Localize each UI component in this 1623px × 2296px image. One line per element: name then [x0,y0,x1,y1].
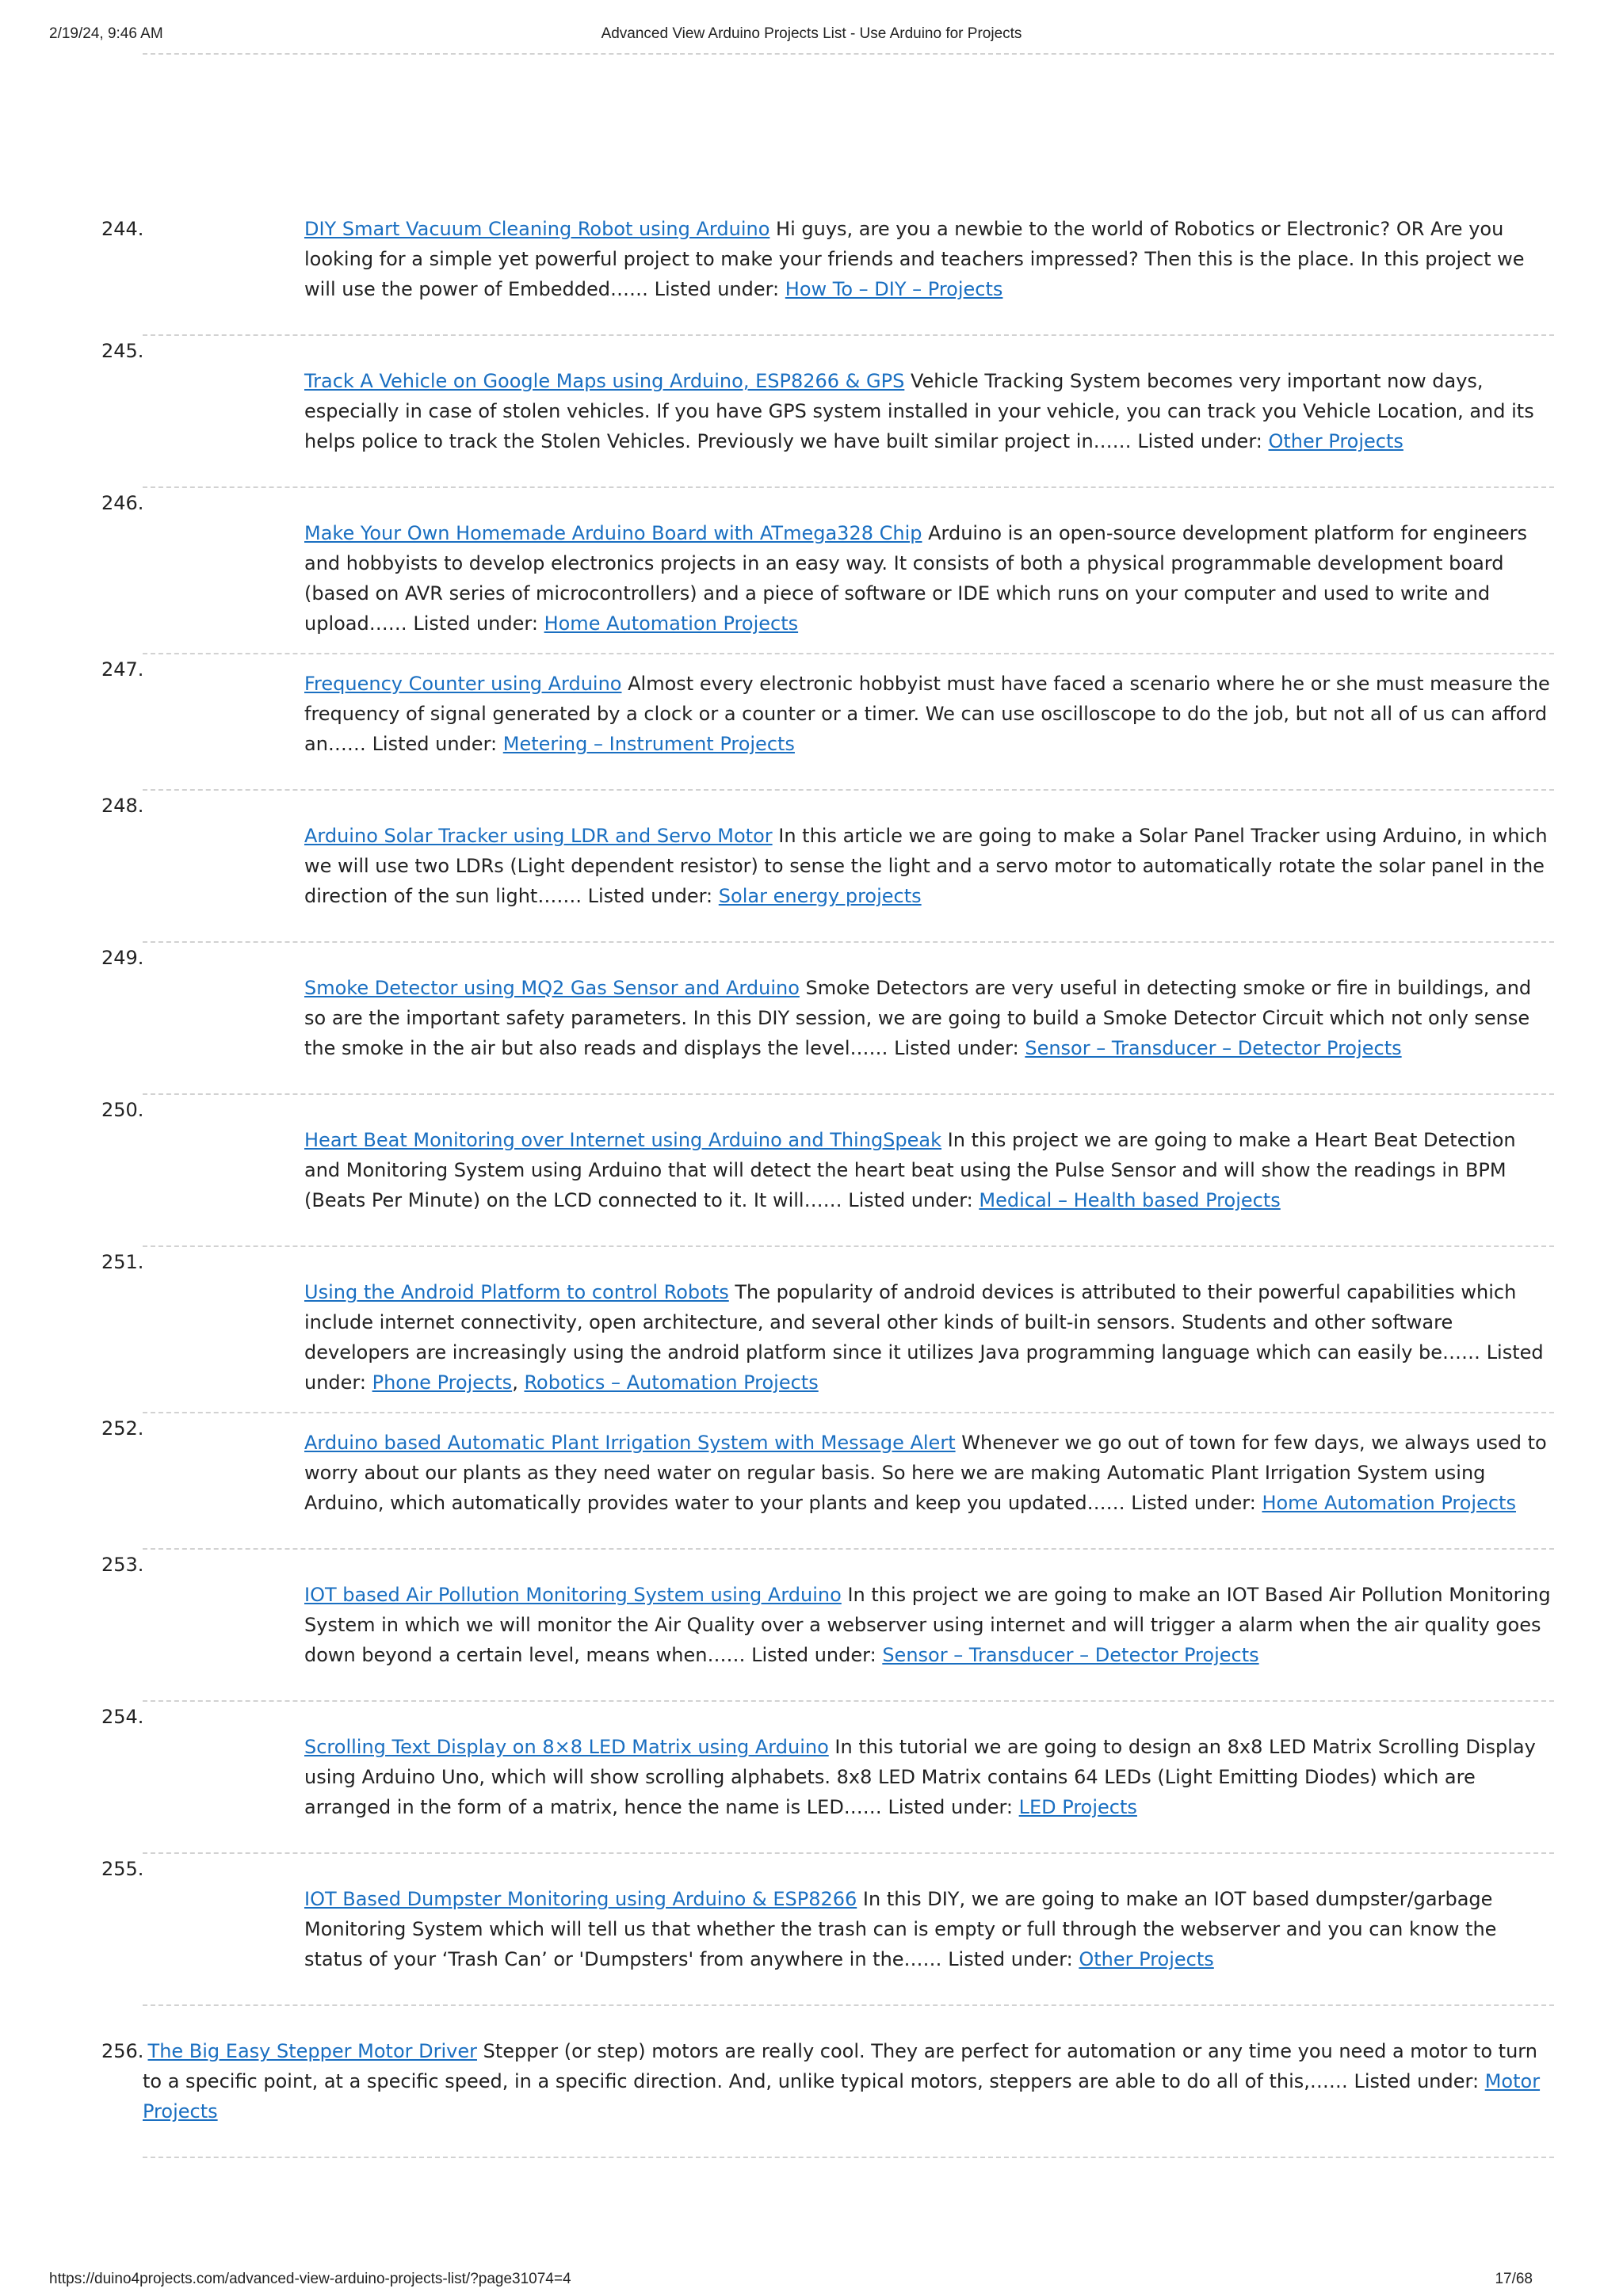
project-description: In this tutorial we are going to design an 8x8 LED Matrix Scrolling Display using Arduino Uno, which will show scrolling alphabets. 8x8 LED Matrix contains 64 LEDs (Light Emitting Diodes) which are arranged in the form of a matrix, hence the name is LED…… [304,1736,1536,1818]
item-body [304,1580,1554,1670]
project-description: Hi guys, are you a newbie to the world of Robotics or Electronic? OR Are you looking for a simple yet powerful project to make your friends and teachers impressed? Then this is the place. In this project we will use the power of Embedded…… [304,218,1525,300]
item-body [304,1428,1554,1518]
category-link[interactable]: Sensor – Transducer – Detector Projects [882,1644,1259,1666]
item-body [304,1125,1554,1215]
project-description: In this project we are going to make a Heart Beat Detection and Monitoring System using Arduino that will detect the heart beat using the Pulse Sensor and will show the readings in BPM (Beats Per Minute) on the LCD connected to it. It will…… [304,1129,1516,1211]
listed-under-label: Listed under: [372,733,498,755]
category-link[interactable]: Solar energy projects [718,885,922,907]
print-datetime: 2/19/24, 9:46 AM [49,25,163,42]
listed-under-label: Listed under: [751,1644,876,1666]
listed-under-label: Listed under: [654,278,780,300]
project-title-link[interactable]: Using the Android Platform to control Robots [304,1281,729,1303]
project-title-link[interactable]: The Big Easy Stepper Motor Driver [147,2040,477,2062]
item-body [304,669,1554,759]
item-number: 244. [101,218,144,240]
list-item [101,791,1554,943]
print-url: https://duino4projects.com/advanced-view-arduino-projects-list/?page31074=4 [49,2271,571,2287]
listed-under-label: Listed under: [948,1948,1073,1970]
item-number: 253. [101,1554,144,1576]
category-link[interactable]: Other Projects [1079,1948,1214,1970]
project-title-link[interactable]: DIY Smart Vacuum Cleaning Robot using Arduino [304,218,770,240]
listed-under-label: Listed under: [587,885,713,907]
item-number: 247. [101,658,144,681]
project-title-link[interactable]: IOT based Air Pollution Monitoring System using Arduino [304,1584,842,1606]
project-title-link[interactable]: Smoke Detector using MQ2 Gas Sensor and Arduino [304,977,800,999]
item-body [143,2040,1540,2122]
item-body [304,366,1554,456]
item-number: 249. [101,947,144,969]
category-link[interactable]: LED Projects [1018,1796,1137,1818]
listed-under-label: Listed under: [888,1796,1013,1818]
project-description: Smoke Detectors are very useful in detecting smoke or fire in buildings, and so are the important safety parameters. In this DIY session, we are going to build a Smoke Detector Circuit which not only sense the smoke in the air but also reads and displays the level…… [304,977,1532,1059]
item-body [304,1732,1554,1822]
top-divider [143,53,1554,55]
category-link[interactable]: Robotics – Automation Projects [524,1371,819,1394]
project-title-link[interactable]: Frequency Counter using Arduino [304,673,622,695]
item-body: Using the Android Platform to control Robots The popularity of android devices is attributed to their powerful capabilities which include internet connectivity, open architecture, and several other kinds of built-in sensors. Students and other software developers are increasingly using the android platform since it utilizes Java programming language which can easily be…… Listed under: Phone Projects, Robotics – Automation Projects [304,1281,1544,1394]
category-link[interactable]: Other Projects [1268,430,1403,452]
category-link[interactable]: How To – DIY – Projects [785,278,1003,300]
category-link[interactable]: Medical – Health based Projects [979,1189,1281,1211]
item-number: 248. [101,795,144,817]
item-number: 256. [101,2040,144,2062]
item-number: 254. [101,1706,144,1728]
listed-under-label: Listed under: [304,1341,1544,1394]
category-link[interactable]: Home Automation Projects [1262,1492,1516,1514]
list-item [101,1550,1554,1702]
project-title-link[interactable]: Make Your Own Homemade Arduino Board with ATmega328 Chip [304,522,922,544]
list-item [101,1413,1554,1550]
list-item [101,1702,1554,1854]
project-title-link[interactable]: Arduino Solar Tracker using LDR and Servo Motor [304,825,773,847]
listed-under-label: Listed under: [1137,430,1262,452]
list-item [101,943,1554,1095]
project-description: In this project we are going to make an IOT Based Air Pollution Monitoring System in which we will monitor the Air Quality over a webserver using internet and will trigger a alarm when the air quality goes down beyond a certain level, means when…… [304,1584,1551,1666]
item-number: 252. [101,1417,144,1440]
category-link[interactable]: Sensor – Transducer – Detector Projects [1025,1037,1402,1059]
project-description: Whenever we go out of town for few days, we always used to worry about our plants as they need water on regular basis. So here we are making Automatic Plant Irrigation System using Arduino, which automatically provides water to your plants and keep you updated…… [304,1432,1547,1514]
project-description: Arduino is an open-source development platform for engineers and hobbyists to develop electronics projects in an easy way. It consists of both a physical programmable development board (based on AVR series of microcontrollers) and a piece of software or IDE which runs on your computer and used to write and upload…… [304,522,1528,635]
item-body [304,518,1554,639]
listed-under-label: Listed under: [848,1189,973,1211]
project-description: Stepper (or step) motors are really cool. They are perfect for automation or any time you need a motor to turn to a specific point, at a specific speed, in a specific direction. And, unlike typical motors, steppers are able to do all of this,…… [143,2040,1537,2092]
listed-under-label: Listed under: [1131,1492,1256,1514]
list-item [101,1095,1554,1247]
item-number: 251. [101,1251,144,1273]
project-description: Almost every electronic hobbyist must have faced a scenario where he or she must measure the frequency of signal generated by a clock or a counter or a timer. We can use oscilloscope to do the job, but not all of us can afford an…… [304,673,1550,755]
print-footer [49,2271,1574,2293]
project-description: In this article we are going to make a Solar Panel Tracker using Arduino, in which we will use two LDRs (Light dependent resistor) to sense the light and a servo motor to automatically rotate the solar panel in the direction of the sun light……. [304,825,1548,907]
list-item [101,1854,1554,2006]
category-link[interactable]: Phone Projects [372,1371,513,1394]
project-list [0,214,1623,2158]
project-title-link[interactable]: Arduino based Automatic Plant Irrigation System with Message Alert [304,1432,956,1454]
item-body [304,214,1554,304]
list-item [101,214,1554,336]
listed-under-label: Listed under: [1354,2070,1480,2092]
project-title-link[interactable]: Scrolling Text Display on 8×8 LED Matrix using Arduino [304,1736,829,1758]
listed-under-label: Listed under: [894,1037,1019,1059]
print-header [49,25,1574,48]
category-link[interactable]: Motor Projects [143,2070,1541,2122]
item-body [304,1884,1554,1974]
list-item [101,1247,1554,1413]
item-body [304,973,1554,1063]
project-description: Vehicle Tracking System becomes very important now days, especially in case of stolen vehicles. If you have GPS system installed in your vehicle, you can track you Vehicle Location, and its helps police to track the Stolen Vehicles. Previously we have built similar project in…… [304,370,1534,452]
item-body [304,821,1554,911]
item-number: 255. [101,1858,144,1880]
list-item [101,488,1554,654]
item-number: 245. [101,340,144,362]
category-link[interactable]: Metering – Instrument Projects [502,733,795,755]
list-item [101,654,1554,791]
print-page-title: Advanced View Arduino Projects List - Use Arduino for Projects [601,25,1022,42]
item-number: 246. [101,492,144,514]
list-item [101,336,1554,488]
print-page-number: 17/68 [1495,2271,1533,2287]
project-title-link[interactable]: Track A Vehicle on Google Maps using Arduino, ESP8266 & GPS [304,370,905,392]
project-description: The popularity of android devices is attributed to their powerful capabilities which include internet connectivity, open architecture, and several other kinds of built-in sensors. Students and other software developers are increasingly using the android platform since it utilizes Java programming language which can easily be…… [304,1281,1517,1363]
project-title-link[interactable]: Heart Beat Monitoring over Internet using Arduino and ThingSpeak [304,1129,942,1151]
item-number: 250. [101,1099,144,1121]
project-description: In this DIY, we are going to make an IOT based dumpster/garbage Monitoring System which will tell us that whether the trash can is empty or full through the webserver and you can know the status of your ‘Trash Can’ or 'Dumpsters' from anywhere in the…… [304,1888,1497,1970]
list-item [101,2006,1554,2158]
project-title-link[interactable]: IOT Based Dumpster Monitoring using Arduino & ESP8266 [304,1888,857,1910]
category-link[interactable]: Home Automation Projects [544,612,799,635]
listed-under-label: Listed under: [413,612,538,635]
